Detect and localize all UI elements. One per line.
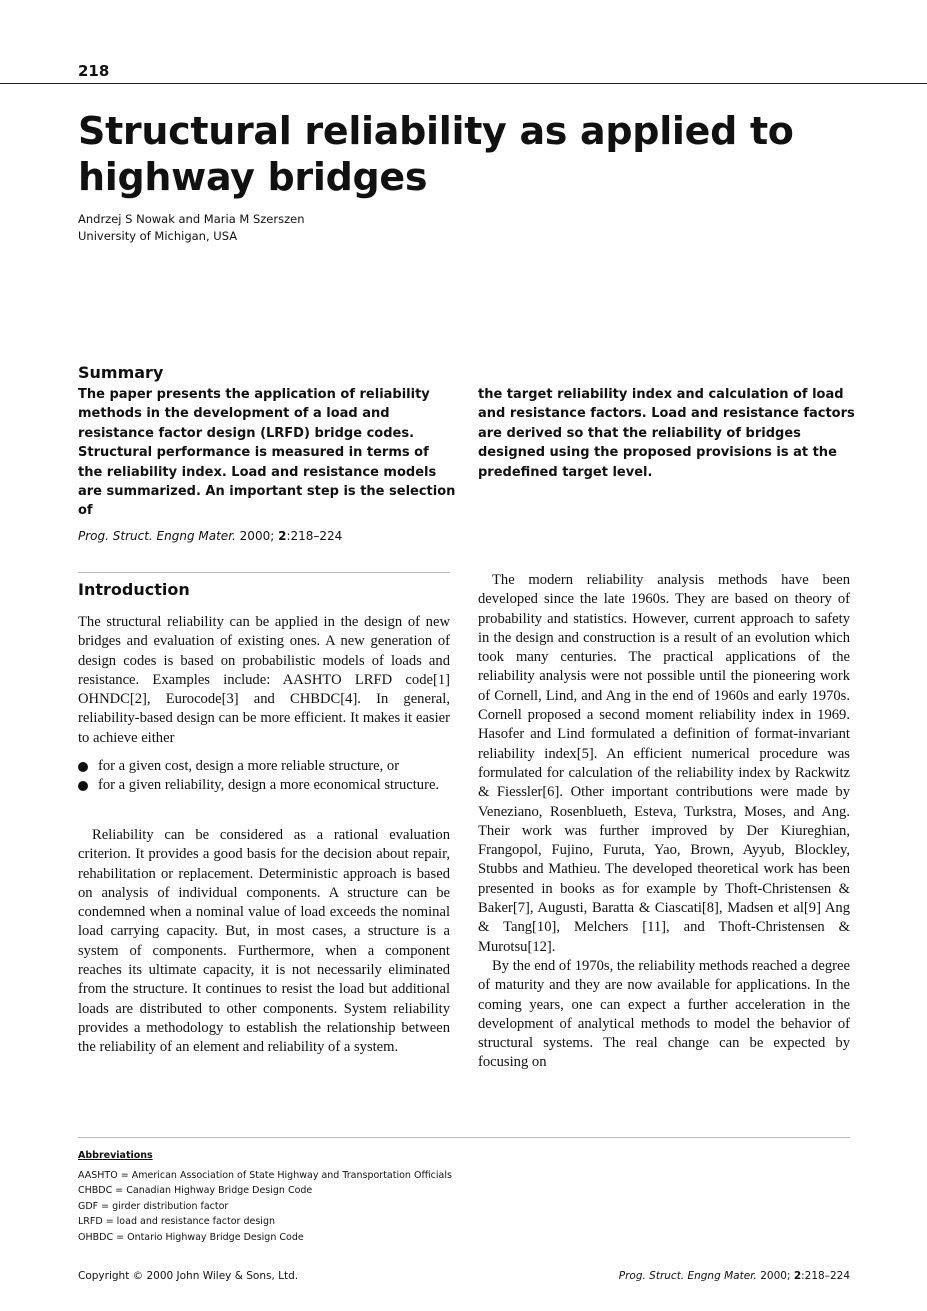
summary-heading: Summary	[78, 363, 164, 382]
page-number: 218	[78, 62, 110, 80]
abbreviations-rule	[78, 1137, 850, 1138]
introduction-paragraph-2	[78, 826, 450, 1058]
abbreviation-item: AASHTO = American Association of State Highway and Transportation Officials	[78, 1170, 452, 1181]
bullet-dot-icon	[78, 781, 88, 791]
abbreviation-item: GDF = girder distribution factor	[78, 1200, 229, 1212]
citation-volume: 2	[278, 529, 287, 543]
author-block	[78, 211, 305, 245]
paragraph-text: The modern reliability analysis methods have been developed since the late 1960s. They are based on theory of probability and statistics. However, current approach to safety in the design and construction is a result of an evolution which took many centuries. The practical applications of the reliability analysis were not possible until the pioneering work of Cornell, Lind, and Ang in the end of 1960s and early 1970s. Cornell proposed a second moment reliability index in 1969. Hasofer and Lind formulated a definition of format-invariant reliability index[5]. An efficient numerical procedure was formulated for calculation of the reliability index by Rackwitz & Fiessler[6]. Other important contributions were made by Veneziano, Rosenblueth, Esteva, Turkstra, Moses, and Ang. Their work was further improved by Der Kiureghian, Frangopol, Fujino, Furuta, Yao, Brown, Ayyub, Blockley, Stubbs and Mathieu. The developed theoretical work has been presented in books as for example by Thoft-Christensen & Baker[7], Augusti, Baratta & Ciascati[8], Madsen et al[9] Ang & Tang[10], Melchers [11], and Thoft-Christensen & Murotsu[12].	[478, 572, 850, 955]
copyright: Copyright © 2000 John Wiley & Sons, Ltd.	[78, 1270, 299, 1282]
bullet-dot-icon	[78, 762, 88, 772]
paragraph-text: By the end of 1970s, the reliability methods reached a degree of maturity and they are now available for applications. In the coming years, one can expect a further acceleration in the development of analytical methods to model the behavior of structural systems. The real change can be expected by focusing on	[478, 957, 850, 1071]
header-rule	[0, 83, 927, 84]
abbreviation-item: CHBDC = Canadian Highway Bridge Design Code	[78, 1185, 313, 1197]
citation-pages: :218–224	[286, 529, 343, 543]
article-title: Structural reliability as applied to highway bridges	[78, 109, 794, 199]
bullet-list	[78, 757, 450, 796]
bullet-item	[78, 776, 450, 795]
footer-volume: 2	[793, 1270, 802, 1282]
footer-year: 2000;	[760, 1270, 791, 1282]
introduction-rule	[78, 572, 450, 573]
footer-journal: Prog. Struct. Engng Mater.	[618, 1270, 757, 1282]
citation-year: 2000;	[239, 529, 275, 543]
introduction-heading: Introduction	[78, 580, 190, 599]
footer-pages: :218–224	[801, 1270, 850, 1282]
bullet-item	[78, 757, 450, 776]
paragraph-text: Reliability can be considered as a rational evaluation criterion. It provides a good basis for the decision about repair, rehabilitation or replacement. Deterministic approach is based on analysis of individual components. A structure can be condemned when a nominal value of load exceeds the nominal load carrying capacity. But, in most cases, a structure is a system of components. Furthermore, when a component reaches its ultimate capacity, it is not necessarily eliminated from the structure. It continues to resist the load but additional loads are distributed to other components. System reliability provides a methodology to establish the relationship between the reliability of an element and reliability of a system.	[78, 827, 450, 1056]
paragraph-text: The structural reliability can be applied in the design of new bridges and evaluation of existing ones. A new generation of design codes is based on probabilistic models of loads and resistance. Examples include: AASHTO LRFD code[1] OHNDC[2], Eurocode[3] and CHBDC[4]. In general, reliability-based design can be more efficient. It makes it easier to achieve either	[78, 614, 450, 746]
introduction-right-column	[478, 571, 850, 1073]
citation-line	[78, 529, 342, 543]
introduction-paragraph-1	[78, 613, 450, 748]
bullet-text: for a given cost, design a more reliable structure, or	[98, 758, 400, 774]
authors: Andrzej S Nowak and Maria M Szerszen	[78, 212, 305, 226]
citation-journal: Prog. Struct. Engng Mater.	[78, 529, 236, 543]
affiliation: University of Michigan, USA	[78, 229, 238, 243]
abstract-right-column: the target reliability index and calculation of load and resistance factors. Load and resistance factors are derived so that the reliability of bridges designed using the proposed provisions is at the predefined target level.	[478, 387, 855, 480]
abbreviations-list	[78, 1168, 452, 1245]
abbreviation-item: OHBDC = Ontario Highway Bridge Design Code	[78, 1231, 304, 1243]
abbreviations-heading: Abbreviations	[78, 1150, 153, 1161]
abstract-left-column: The paper presents the application of reliability methods in the development of a load and resistance factor design (LRFD) bridge codes. Structural performance is measured in terms of the reliability index. Load and resistance models are summarized. An important step is the selection of	[78, 387, 456, 519]
footer-citation	[619, 1270, 850, 1282]
abbreviation-item: LRFD = load and resistance factor design	[78, 1216, 275, 1228]
bullet-text: for a given reliability, design a more economical structure.	[98, 777, 440, 794]
